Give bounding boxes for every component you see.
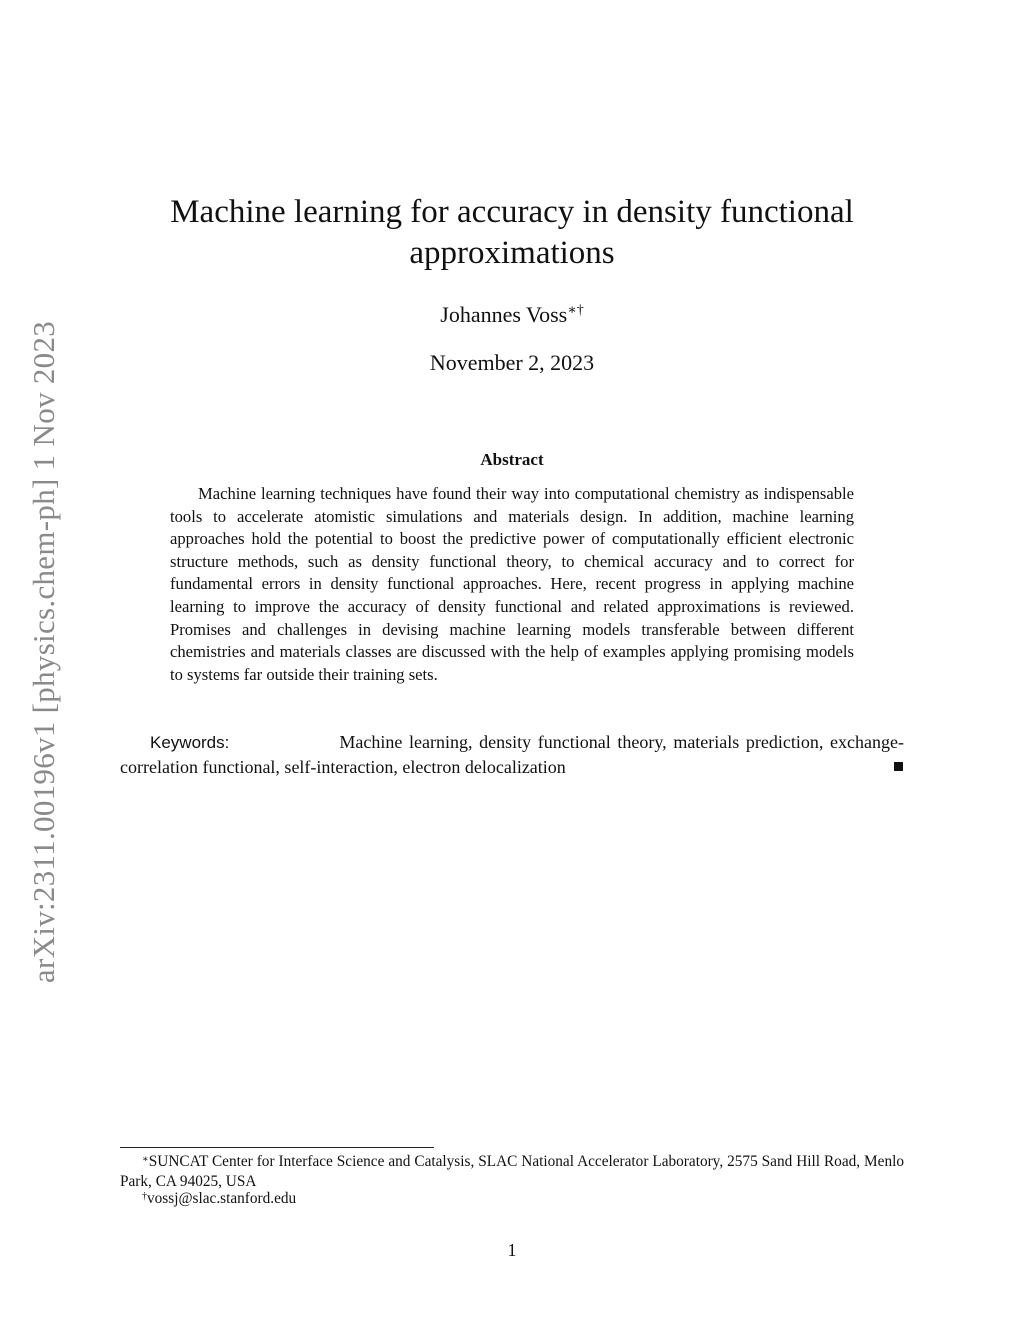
end-of-keywords-square-icon [894,762,903,771]
abstract-text: Machine learning techniques have found their way into computational chemistry as indispensable tools to accelerate atomistic simulations and materials design. In addition, machine learning approaches hold the potential to boost the predictive power of computationally efficient electronic structure methods, such as density functional theory, to chemical accuracy and to correct for fundamental errors in density functional approaches. Here, recent progress in applying machine learning to improve the accuracy of density functional and related approximations is reviewed. Promises and challenges in devising machine learning models transferable between different chemistries and materials classes are discussed with the help of examples applying promising models to systems far outside their training sets. [170,484,854,684]
author-footnote-marks: ∗† [567,303,584,318]
keywords-paragraph [120,730,904,780]
abstract-heading: Abstract [480,450,544,469]
footnote-text: vossj@slac.stanford.edu [147,1190,297,1207]
page-number: 1 [507,1240,517,1260]
publication-date: November 2, 2023 [429,350,595,375]
keywords-text: Machine learning, density functional theory, materials prediction, exchange-correlation functional, self-interaction, electron delocalization [120,732,904,777]
footnote-email [120,1189,904,1209]
footnote-affiliation [120,1152,904,1192]
footnote-mark: † [142,1191,147,1202]
paper-title: Machine learning for accuracy in density functional approximations [170,194,854,271]
keywords-label: Keywords: [150,733,230,752]
author-line [0,300,1024,330]
author-name: Johannes Voss [440,302,568,327]
footnote-divider [120,1147,434,1148]
footnote-mark: ∗ [142,1154,149,1165]
footnote-text: SUNCAT Center for Interface Science and Catalysis, SLAC National Accelerator Laboratory, 2575 Sand Hill Road, Menlo Park, CA 94025, USA [120,1153,904,1190]
arxiv-identifier-stamp: arXiv:2311.00196v1 [physics.chem-ph] 1 Nov 2023 [26,320,61,984]
